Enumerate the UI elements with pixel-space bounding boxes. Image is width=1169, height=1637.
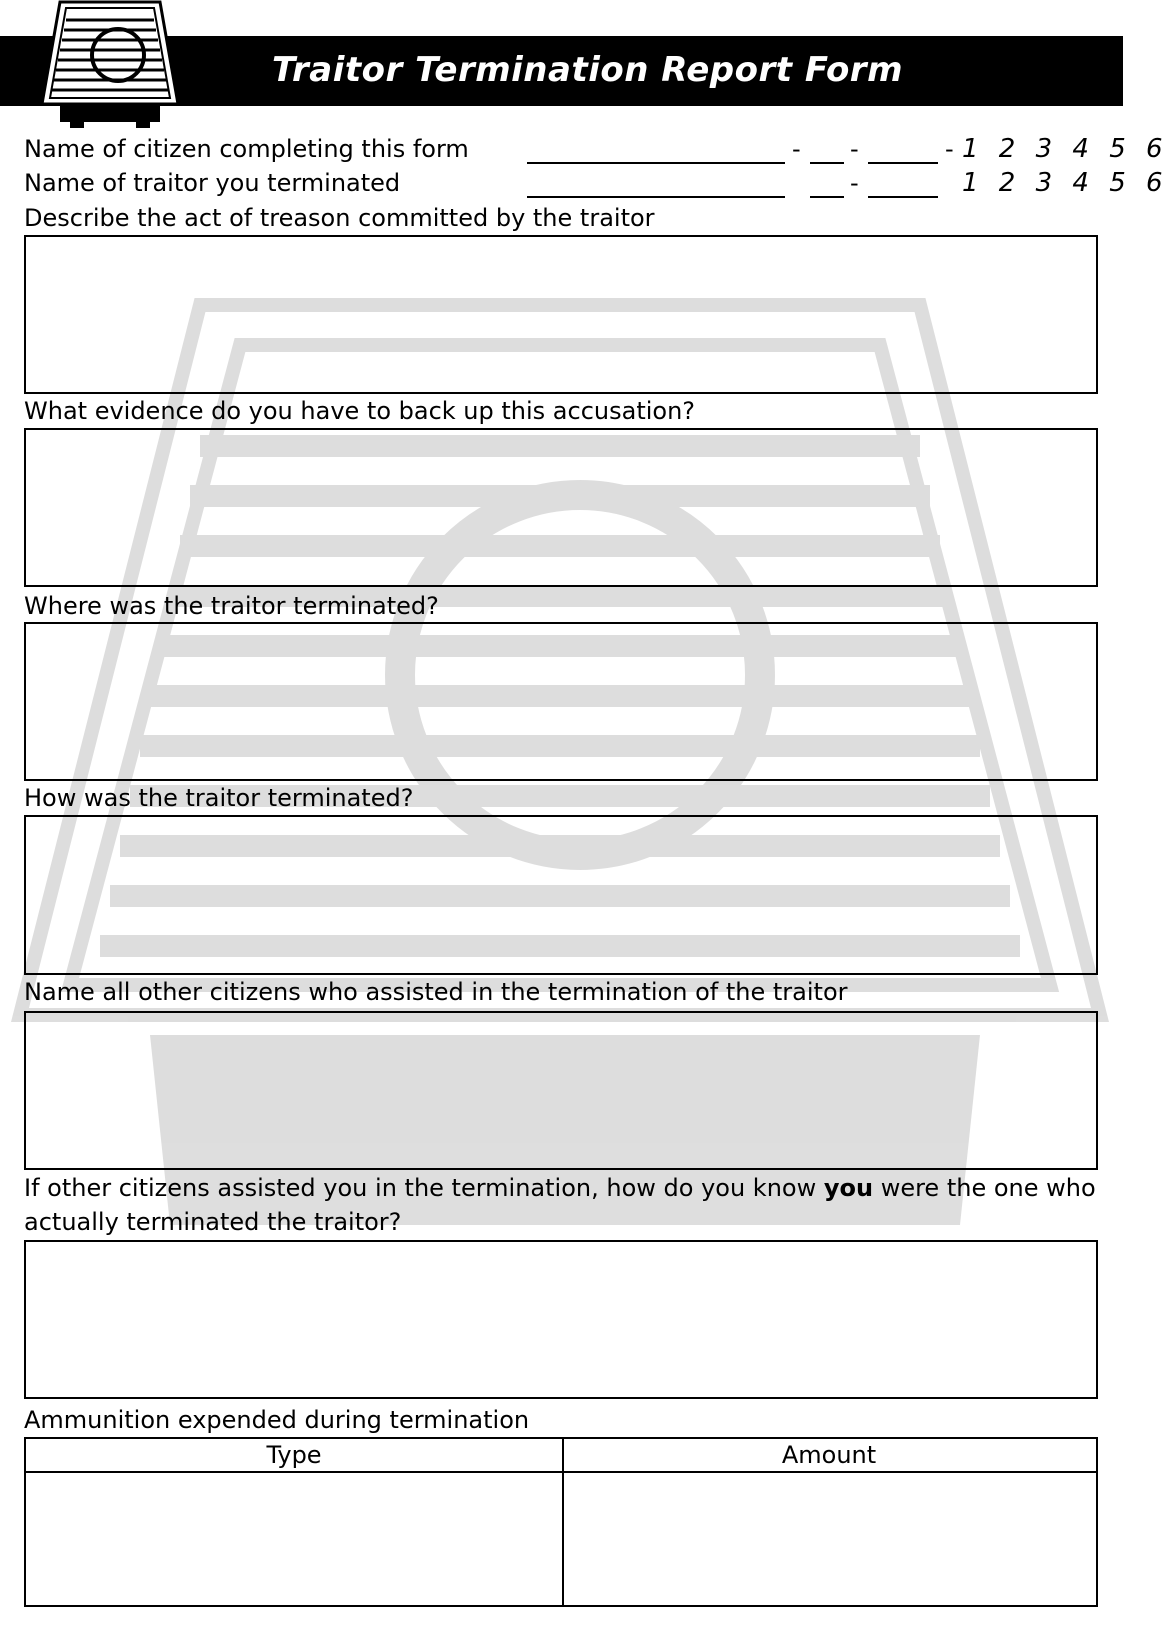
- proof-label-line1: [24, 1173, 1096, 1203]
- dash: -: [850, 169, 859, 197]
- citizen-sector-field[interactable]: [868, 162, 938, 164]
- proof-text-post: were the one who: [873, 1174, 1096, 1202]
- page-title: Traitor Termination Report Form: [272, 50, 903, 90]
- traitor-name-field[interactable]: [527, 196, 785, 198]
- citizen-name-field[interactable]: [527, 162, 785, 164]
- treason-act-box[interactable]: [24, 235, 1098, 394]
- proof-label-line2: actually terminated the traitor?: [24, 1208, 402, 1236]
- proof-text-bold: you: [823, 1174, 874, 1202]
- amount-column-header: Amount: [562, 1439, 1096, 1473]
- ammunition-title: Ammunition expended during termination: [24, 1406, 530, 1434]
- method-box[interactable]: [24, 815, 1098, 975]
- proof-text-pre: If other citizens assisted you in the termination, how do you know: [24, 1174, 824, 1202]
- proof-box[interactable]: [24, 1240, 1098, 1399]
- citizen-clone-number: 1 2 3 4 5 6: [962, 134, 1169, 164]
- assistants-label: Name all other citizens who assisted in the termination of the traitor: [24, 978, 848, 1006]
- location-box[interactable]: [24, 622, 1098, 781]
- traitor-clearance-field[interactable]: [810, 196, 844, 198]
- traitor-clone-number: 1 2 3 4 5 6: [962, 168, 1169, 198]
- traitor-sector-field[interactable]: [868, 196, 938, 198]
- evidence-label: What evidence do you have to back up this accusation?: [24, 397, 696, 425]
- amount-cell[interactable]: [564, 1473, 1096, 1605]
- treason-act-label: Describe the act of treason committed by the traitor: [24, 204, 655, 232]
- dash: -: [945, 135, 954, 163]
- traitor-name-label: Name of traitor you terminated: [24, 169, 401, 197]
- location-label: Where was the traitor terminated?: [24, 592, 439, 620]
- assistants-box[interactable]: [24, 1011, 1098, 1170]
- computer-logo-icon: [40, 0, 180, 128]
- type-column-header: Type: [26, 1439, 562, 1473]
- evidence-box[interactable]: [24, 428, 1098, 587]
- dash: -: [850, 135, 859, 163]
- ammunition-table: [24, 1437, 1098, 1607]
- method-label: How was the traitor terminated?: [24, 784, 414, 812]
- type-cell[interactable]: [26, 1473, 562, 1605]
- citizen-name-label: Name of citizen completing this form: [24, 135, 469, 163]
- citizen-clearance-field[interactable]: [810, 162, 844, 164]
- dash: -: [792, 135, 801, 163]
